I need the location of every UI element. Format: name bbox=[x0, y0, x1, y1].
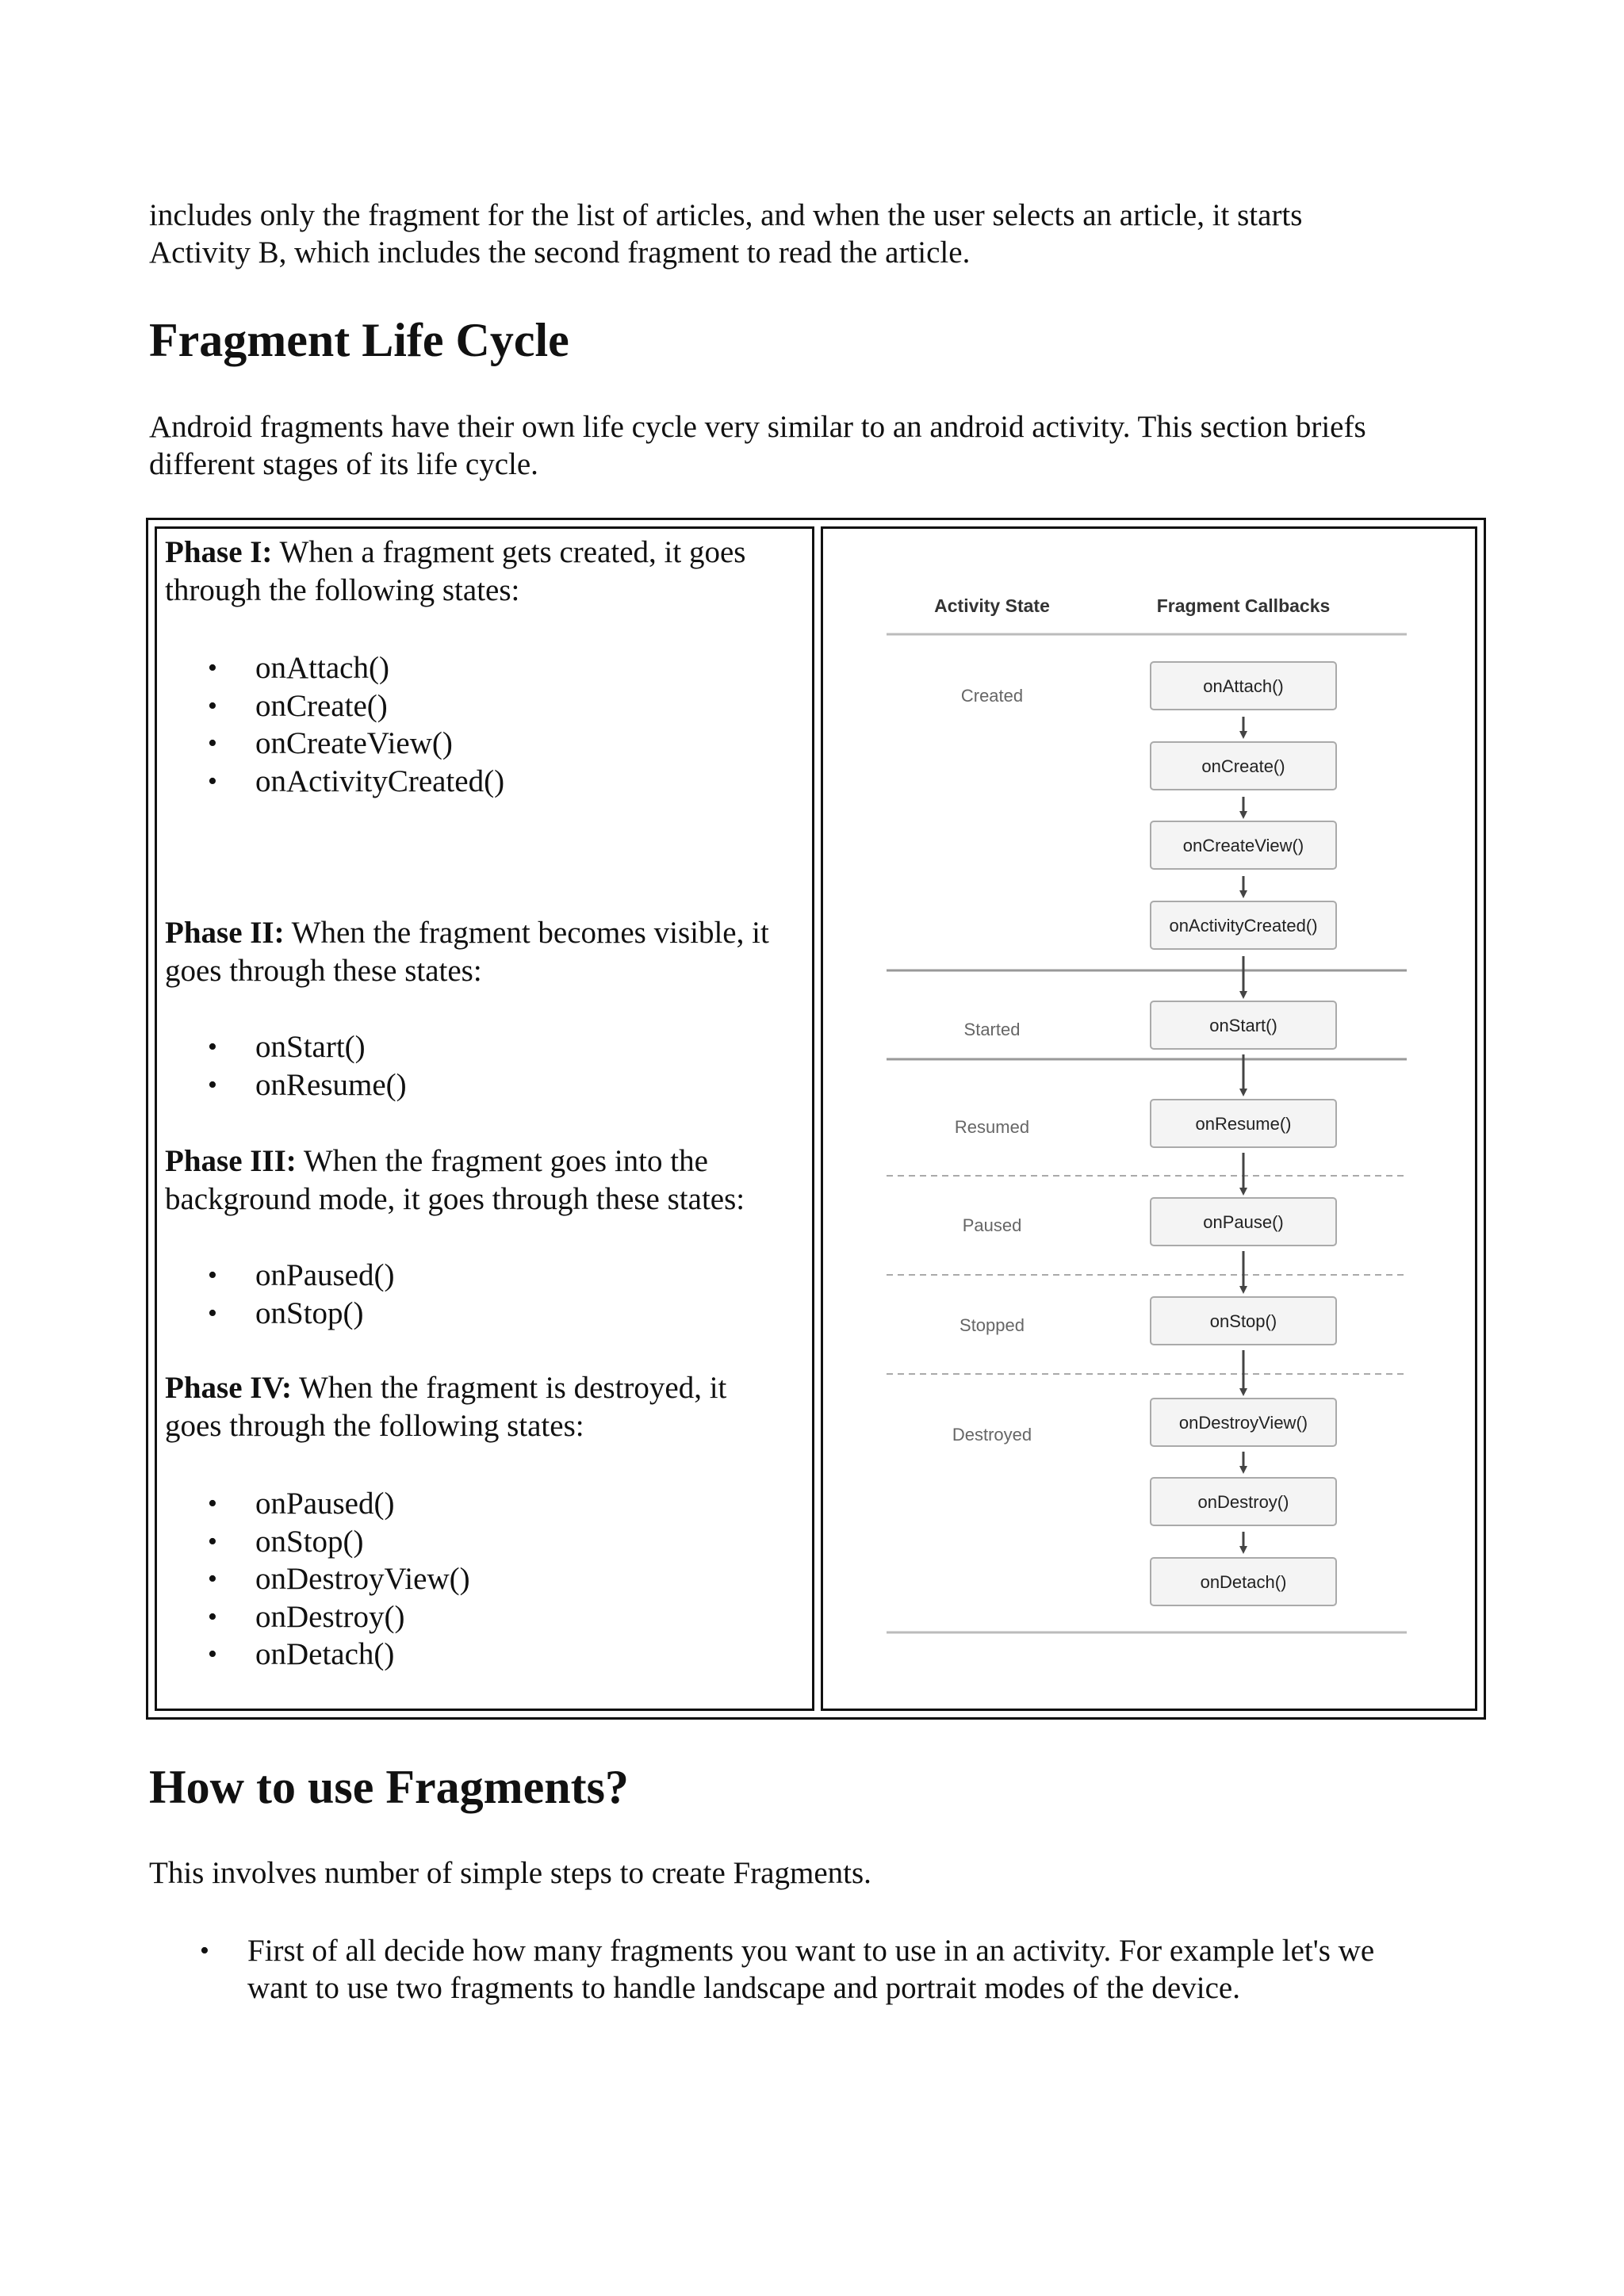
phase-3-states bbox=[157, 1257, 791, 1332]
phase-4-states bbox=[157, 1485, 791, 1674]
list-item: • onCreate() bbox=[157, 687, 791, 725]
phase-4-description bbox=[165, 1369, 799, 1445]
phase-3-text-line-1: When the fragment goes into the bbox=[296, 1144, 708, 1178]
phase-1-label: Phase I: bbox=[165, 535, 273, 569]
howto-intro: This involves number of simple steps to create Fragments. bbox=[149, 1856, 871, 1890]
step-1-line-2: want to use two fragments to handle landscape and portrait modes of the device. bbox=[247, 1971, 1240, 2005]
diagram-state-created: Created bbox=[960, 686, 1024, 706]
howto-heading: How to use Fragments? bbox=[149, 1761, 629, 1813]
list-item: • onStop() bbox=[157, 1523, 791, 1561]
callback-label: onCreateView() bbox=[1182, 836, 1304, 855]
phase-2-text-line-1: When the fragment becomes visible, it bbox=[284, 916, 769, 950]
lifecycle-description bbox=[149, 408, 1450, 483]
phase-4-text-line-2: goes through the following states: bbox=[165, 1409, 584, 1443]
list-item: • onPaused() bbox=[157, 1257, 791, 1295]
list-item: • onActivityCreated() bbox=[157, 763, 791, 801]
phase-4-label: Phase IV: bbox=[165, 1371, 292, 1405]
list-item: • onAttach() bbox=[157, 649, 791, 687]
callback-label: onPause() bbox=[1203, 1212, 1284, 1232]
phases-cell bbox=[155, 526, 814, 1711]
phase-1-text-line-2: through the following states: bbox=[165, 573, 520, 607]
callback-label: onDestroyView() bbox=[1178, 1413, 1308, 1433]
diagram-header-activity-state: Activity State bbox=[934, 595, 1050, 616]
list-item: • onDetach() bbox=[157, 1636, 791, 1674]
diagram-header-fragment-callbacks: Fragment Callbacks bbox=[1156, 595, 1331, 616]
lifecycle-table bbox=[146, 518, 1486, 1720]
callback-label: onActivityCreated() bbox=[1169, 916, 1318, 936]
phase-3-description bbox=[165, 1142, 799, 1219]
howto-steps bbox=[149, 1932, 1465, 2007]
lifecycle-description-line-2: different stages of its life cycle. bbox=[149, 447, 538, 481]
phase-1-states bbox=[157, 649, 791, 800]
diagram-state-stopped: Stopped bbox=[959, 1315, 1025, 1335]
list-item: • onDestroyView() bbox=[157, 1560, 791, 1598]
step-1-line-1: First of all decide how many fragments you want to use in an activity. For example let's we bbox=[247, 1934, 1375, 1968]
diagram-state-resumed: Resumed bbox=[954, 1117, 1030, 1137]
phase-4-text-line-1: When the fragment is destroyed, it bbox=[292, 1371, 727, 1405]
diagram-state-started: Started bbox=[963, 1020, 1021, 1039]
callback-label: onCreate() bbox=[1201, 756, 1285, 776]
intro-line-2: Activity B, which includes the second fragment to read the article. bbox=[149, 235, 971, 270]
list-item: • onCreateView() bbox=[157, 725, 791, 763]
list-item: • onStop() bbox=[157, 1295, 791, 1333]
callback-label: onResume() bbox=[1195, 1114, 1292, 1134]
diagram-state-paused: Paused bbox=[962, 1215, 1022, 1235]
intro-line-1: includes only the fragment for the list of articles, and when the user selects an article, it starts bbox=[149, 198, 1303, 232]
list-item: • onPaused() bbox=[157, 1485, 791, 1523]
list-item: • onStart() bbox=[157, 1028, 791, 1066]
lifecycle-heading: Fragment Life Cycle bbox=[149, 314, 569, 366]
callback-label: onAttach() bbox=[1203, 676, 1284, 696]
list-item bbox=[149, 1932, 1465, 2007]
phase-2-text-line-2: goes through these states: bbox=[165, 954, 482, 988]
callback-label: onDestroy() bbox=[1197, 1492, 1289, 1512]
phase-3-label: Phase III: bbox=[165, 1144, 297, 1178]
callback-label: onStart() bbox=[1209, 1016, 1277, 1035]
phase-2-states bbox=[157, 1028, 791, 1104]
fragment-lifecycle-diagram bbox=[823, 529, 1475, 1709]
intro-paragraph bbox=[149, 197, 1450, 271]
phase-1-text-line-1: When a fragment gets created, it goes bbox=[272, 535, 746, 569]
list-item: • onResume() bbox=[157, 1066, 791, 1104]
callback-label: onStop() bbox=[1209, 1311, 1277, 1331]
list-item: • onDestroy() bbox=[157, 1598, 791, 1636]
phase-2-description bbox=[165, 914, 799, 990]
diagram-state-destroyed: Destroyed bbox=[952, 1425, 1032, 1445]
callback-label: onDetach() bbox=[1200, 1572, 1287, 1592]
diagram-cell bbox=[821, 526, 1477, 1711]
phase-3-text-line-2: background mode, it goes through these states: bbox=[165, 1182, 745, 1216]
phase-1-description bbox=[165, 534, 799, 610]
phase-2-label: Phase II: bbox=[165, 916, 285, 950]
lifecycle-description-line-1: Android fragments have their own life cycle very similar to an android activity. This section briefs bbox=[149, 410, 1366, 444]
